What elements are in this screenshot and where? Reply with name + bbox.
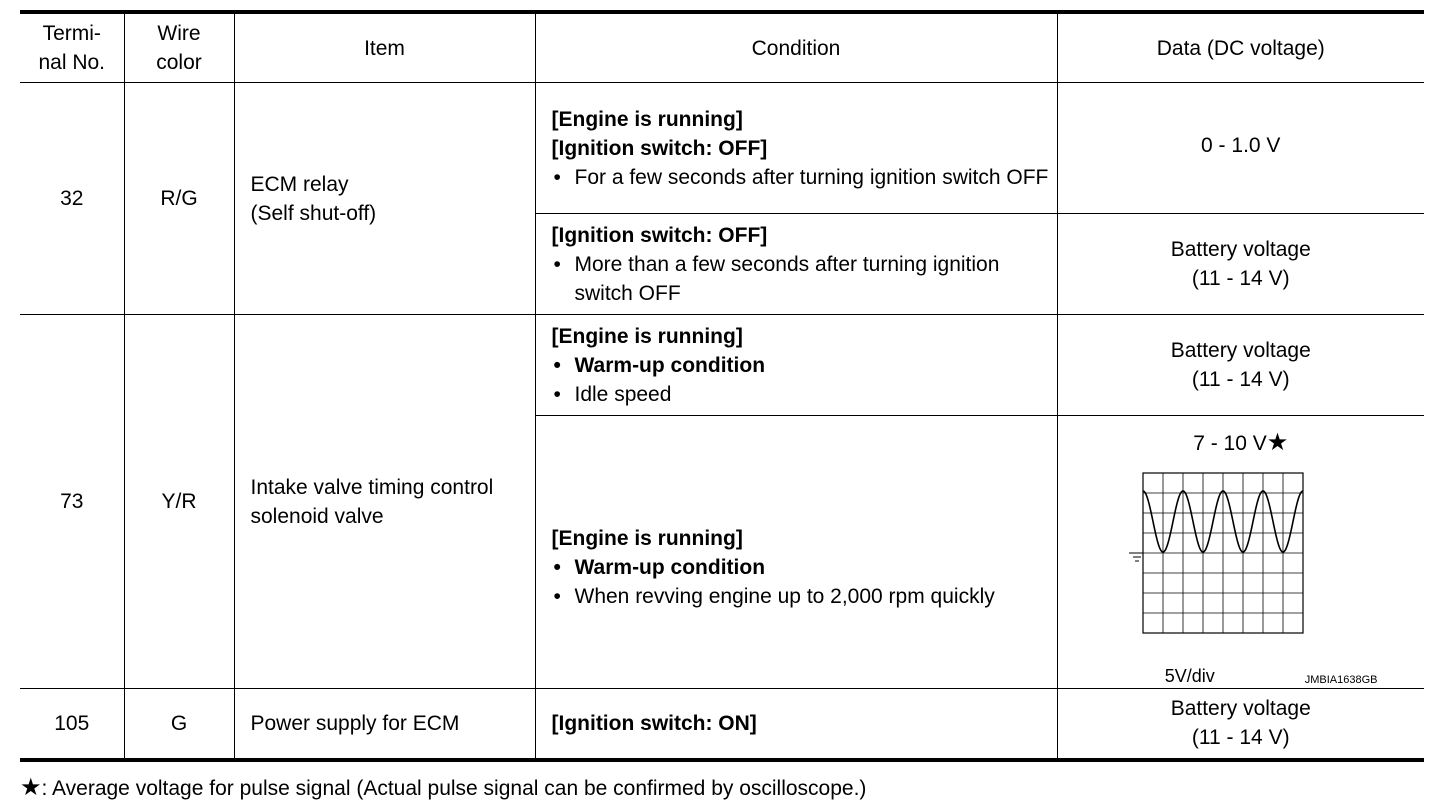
wire-color: R/G	[124, 83, 234, 315]
header-item: Item	[234, 12, 535, 83]
item-cell	[234, 83, 535, 315]
condition-head: [Engine is running]	[551, 526, 743, 550]
data-value: Battery voltage	[1170, 339, 1311, 362]
header-terminal-no	[20, 12, 124, 83]
item-line: (Self shut-off)	[250, 201, 377, 225]
item-line: Intake valve timing control	[250, 475, 494, 499]
condition-head: [Engine is running]	[551, 324, 743, 348]
header-wire-line-2: color	[156, 51, 202, 74]
terminal-no: 32	[20, 83, 124, 315]
figure-code: JMBIA1638GB	[1304, 674, 1378, 686]
header-terminal-line-2: nal No.	[38, 51, 106, 74]
ecm-terminal-table	[20, 10, 1424, 762]
condition-bullet: • For a few seconds after turning ignition switch OFF	[552, 163, 1049, 192]
data-value: (11 - 14 V)	[1191, 267, 1290, 290]
condition-head: [Engine is running]	[551, 107, 743, 131]
header-condition: Condition	[535, 12, 1057, 83]
star-icon: ★	[1266, 429, 1289, 456]
header-row	[20, 12, 1424, 83]
item-cell	[234, 315, 535, 689]
item-line: solenoid valve	[250, 504, 384, 528]
oscilloscope-display	[1111, 458, 1371, 688]
condition-bullet-bold: • Warm-up condition	[552, 553, 1049, 582]
wire-color: G	[124, 689, 234, 760]
condition-bullet: • More than a few seconds after turning ignition switch OFF	[552, 250, 1049, 308]
table-row	[20, 83, 1424, 214]
data-value: (11 - 14 V)	[1191, 726, 1290, 750]
data-value: 7 - 10 V	[1193, 432, 1267, 455]
condition-head: [Ignition switch: OFF]	[551, 136, 768, 160]
condition-bullet-bold: • Warm-up condition	[552, 351, 1049, 380]
header-terminal-line-1: Termi-	[42, 22, 101, 45]
condition-cell	[535, 214, 1057, 315]
data-cell	[1057, 315, 1424, 416]
terminal-no: 105	[20, 689, 124, 760]
data-value: Battery voltage	[1170, 697, 1311, 721]
data-value: 0 - 1.0 V	[1201, 134, 1281, 157]
data-cell	[1057, 214, 1424, 315]
condition-cell	[535, 689, 1057, 760]
data-value-line	[1058, 428, 1425, 458]
oscilloscope-figure	[1111, 458, 1378, 688]
footnote-text: : Average voltage for pulse signal (Actual pulse signal can be confirmed by oscilloscope.)	[41, 777, 867, 800]
terminal-no: 73	[20, 315, 124, 689]
item-cell	[234, 689, 535, 760]
condition-cell	[535, 315, 1057, 416]
footnote	[20, 774, 866, 803]
condition-head: [Ignition switch: OFF]	[551, 223, 768, 247]
scope-scale-label: 5V/div	[1164, 666, 1215, 686]
data-value: (11 - 14 V)	[1191, 368, 1290, 391]
item-line: ECM relay	[250, 172, 349, 196]
wire-color: Y/R	[124, 315, 234, 689]
condition-bullet: • Idle speed	[552, 380, 1049, 409]
data-cell	[1057, 83, 1424, 214]
data-value: Battery voltage	[1170, 238, 1311, 261]
data-cell	[1057, 416, 1424, 689]
table-row	[20, 315, 1424, 416]
star-icon: ★	[20, 774, 42, 801]
table-row	[20, 689, 1424, 760]
condition-cell	[535, 416, 1057, 689]
header-wire-color	[124, 12, 234, 83]
header-wire-line-1: Wire	[157, 22, 201, 45]
condition-bullet: • When revving engine up to 2,000 rpm quickly	[552, 582, 1049, 611]
condition-cell	[535, 83, 1057, 214]
condition-head: [Ignition switch: ON]	[551, 711, 757, 735]
data-cell	[1057, 689, 1424, 760]
item-line: Power supply for ECM	[250, 711, 460, 735]
header-data: Data (DC voltage)	[1057, 12, 1424, 83]
